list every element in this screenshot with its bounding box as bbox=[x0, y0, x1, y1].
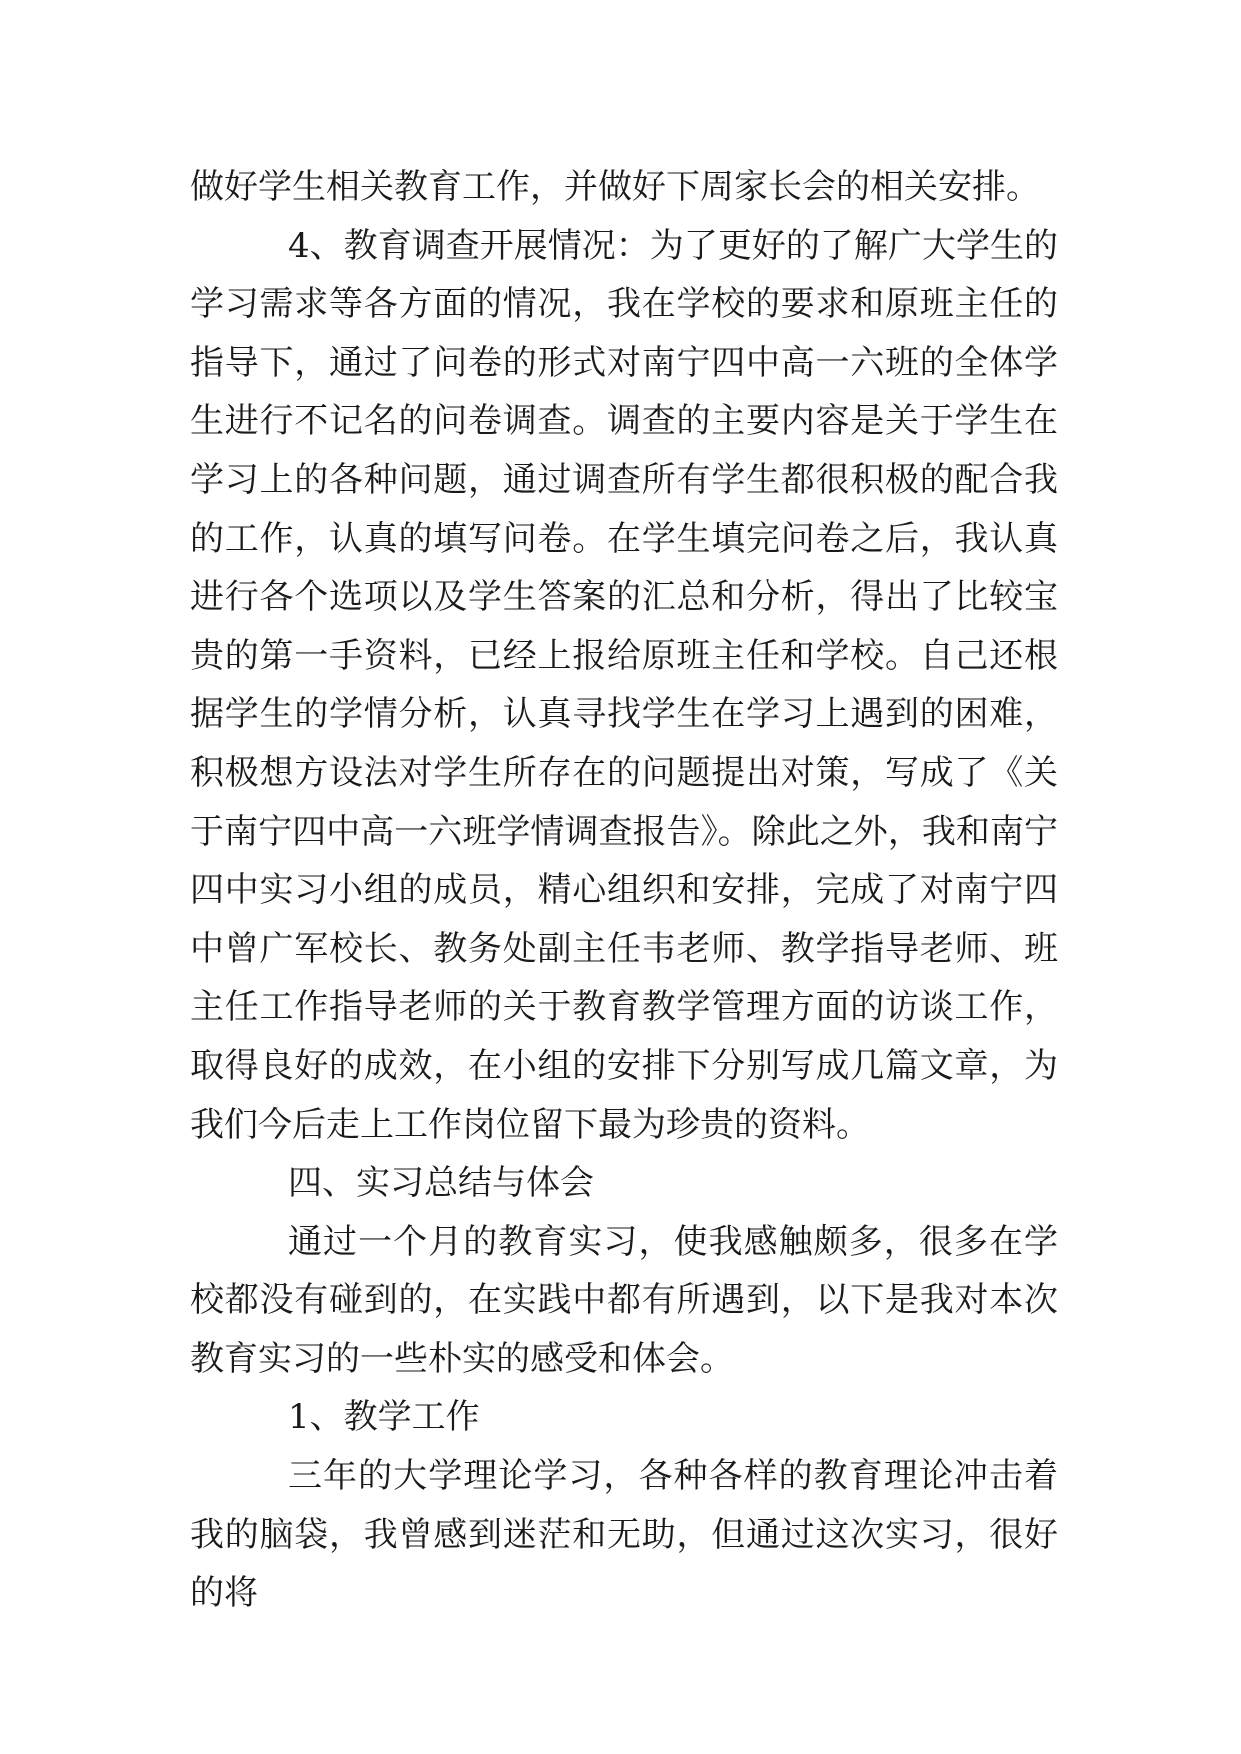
paragraph-intro: 通过一个月的教育实习，使我感触颇多，很多在学校都没有碰到的，在实践中都有所遇到，以下是我对本次教育实习的一些朴实的感受和体会。 bbox=[190, 1221, 1058, 1379]
paragraph-continuation: 做好学生相关教育工作，并做好下周家长会的相关安排。 bbox=[190, 167, 1040, 207]
paragraph-teaching: 三年的大学理论学习，各种各样的教育理论冲击着我的脑袋，我曾感到迷茫和无助，但通过这次实习，很好的将 bbox=[190, 1456, 1058, 1614]
section-heading-summary: 四、实习总结与体会 bbox=[288, 1163, 594, 1204]
subheading-teaching: 1、教学工作 bbox=[288, 1397, 480, 1438]
document-body bbox=[190, 158, 1058, 1623]
paragraph-survey: 4、教育调查开展情况：为了更好的了解广大学生的学习需求等各方面的情况，我在学校的要求和原班主任的指导下，通过了问卷的形式对南宁四中高一六班的全体学生进行不记名的问卷调查。调查的主要内容是关于学生在学习上的各种问题，通过调查所有学生都很积极的配合我的工作，认真的填写问卷。在学生填完问卷之后，我认真进行各个选项以及学生答案的汇总和分析，得出了比较宝贵的第一手资料，已经上报给原班主任和学校。自己还根据学生的学情分析，认真寻找学生在学习上遇到的困难，积极想方设法对学生所存在的问题提出对策，写成了《关于南宁四中高一六班学情调查报告》。除此之外，我和南宁四中实习小组的成员，精心组织和安排，完成了对南宁四中曾广军校长、教务处副主任韦老师、教学指导老师、班主任工作指导老师的关于教育教学管理方面的访谈工作，取得良好的成效，在小组的安排下分别写成几篇文章，为我们今后走上工作岗位留下最为珍贵的资料。 bbox=[190, 225, 1058, 1145]
